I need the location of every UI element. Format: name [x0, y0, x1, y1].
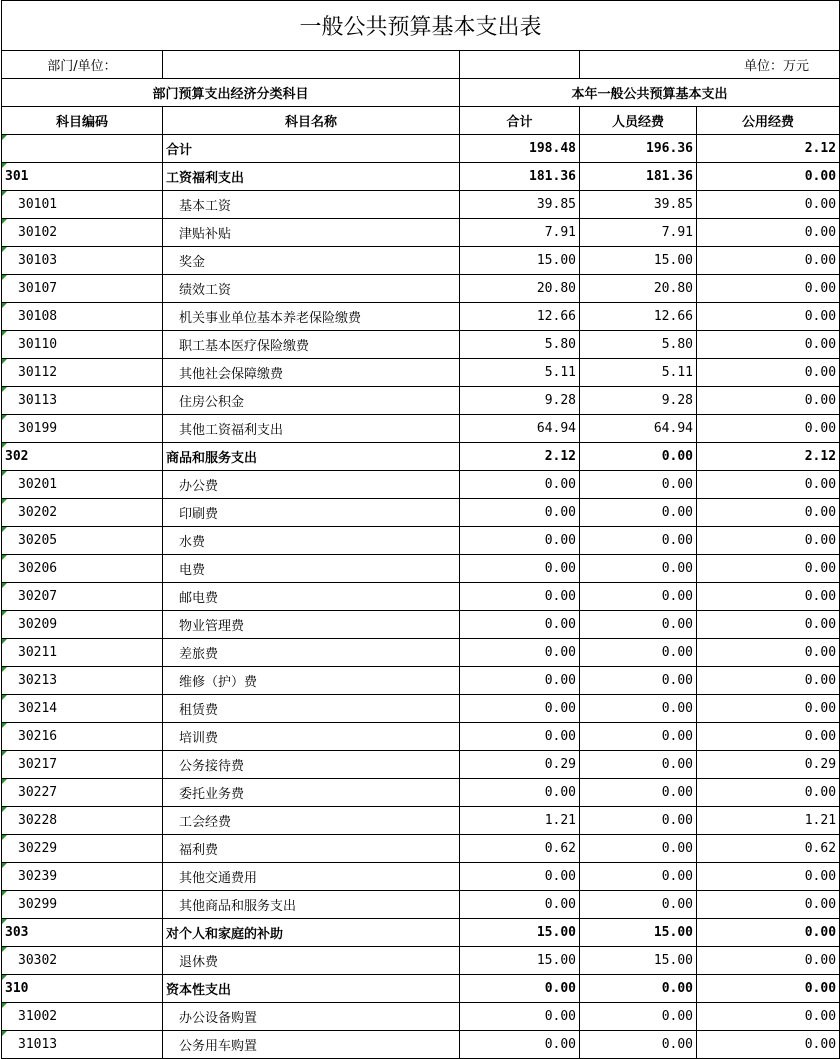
cell-name[interactable]: 退休费 — [163, 947, 460, 975]
cell-personnel[interactable]: 0.00 — [580, 975, 697, 1003]
table-row — [2, 443, 840, 471]
cell-code[interactable] — [2, 135, 163, 163]
cell-personnel[interactable]: 0.00 — [580, 695, 697, 723]
cell-code[interactable]: 30209 — [2, 611, 163, 639]
cell-public[interactable]: 0.00 — [697, 723, 840, 751]
cell-public[interactable]: 0.00 — [697, 611, 840, 639]
cell-code[interactable]: 303 — [2, 919, 163, 947]
cell-personnel[interactable]: 64.94 — [580, 415, 697, 443]
cell-personnel[interactable]: 7.91 — [580, 219, 697, 247]
table-row — [2, 611, 840, 639]
cell-total[interactable]: 0.62 — [460, 835, 580, 863]
cell-name[interactable]: 工会经费 — [163, 807, 460, 835]
cell-code[interactable]: 30107 — [2, 275, 163, 303]
cell-code[interactable]: 30205 — [2, 527, 163, 555]
cell-public[interactable]: 0.29 — [697, 751, 840, 779]
cell-name[interactable]: 绩效工资 — [163, 275, 460, 303]
cell-public[interactable]: 0.00 — [697, 639, 840, 667]
cell-personnel[interactable]: 0.00 — [580, 583, 697, 611]
cell-personnel[interactable]: 9.28 — [580, 387, 697, 415]
cell-public[interactable]: 0.00 — [697, 191, 840, 219]
cell-total[interactable]: 198.48 — [460, 135, 580, 163]
cell-total[interactable]: 5.80 — [460, 331, 580, 359]
cell-total[interactable]: 0.00 — [460, 555, 580, 583]
table-row — [2, 723, 840, 751]
cell-name[interactable]: 邮电费 — [163, 583, 460, 611]
cell-total[interactable]: 20.80 — [460, 275, 580, 303]
cell-total[interactable]: 0.00 — [460, 499, 580, 527]
table-row — [2, 583, 840, 611]
cell-personnel[interactable]: 0.00 — [580, 471, 697, 499]
header-name: 科目名称 — [163, 107, 460, 135]
cell-code[interactable]: 30216 — [2, 723, 163, 751]
cell-total[interactable]: 0.00 — [460, 863, 580, 891]
cell-personnel[interactable]: 0.00 — [580, 555, 697, 583]
cell-public[interactable]: 0.00 — [697, 275, 840, 303]
cell-personnel[interactable]: 0.00 — [580, 863, 697, 891]
cell-code[interactable]: 310 — [2, 975, 163, 1003]
cell-public[interactable]: 0.00 — [697, 219, 840, 247]
title-row — [2, 1, 840, 51]
cell-name[interactable]: 其他交通费用 — [163, 863, 460, 891]
cell-public[interactable]: 0.00 — [697, 583, 840, 611]
cell-total[interactable]: 1.21 — [460, 807, 580, 835]
table-row — [2, 247, 840, 275]
cell-public[interactable]: 0.00 — [697, 471, 840, 499]
cell-public[interactable]: 0.00 — [697, 331, 840, 359]
dept-label: 部门/单位： — [2, 51, 163, 79]
cell-public[interactable]: 0.00 — [697, 163, 840, 191]
cell-name[interactable]: 公务接待费 — [163, 751, 460, 779]
cell-code[interactable]: 30228 — [2, 807, 163, 835]
cell-personnel[interactable]: 15.00 — [580, 919, 697, 947]
table-row — [2, 807, 840, 835]
cell-public[interactable]: 0.00 — [697, 415, 840, 443]
cell-personnel[interactable]: 0.00 — [580, 751, 697, 779]
cell-personnel[interactable]: 0.00 — [580, 639, 697, 667]
cell-name[interactable]: 租赁费 — [163, 695, 460, 723]
cell-name[interactable]: 水费 — [163, 527, 460, 555]
cell-name[interactable]: 对个人和家庭的补助 — [163, 919, 460, 947]
cell-total[interactable]: 0.00 — [460, 611, 580, 639]
table-row — [2, 415, 840, 443]
cell-code[interactable]: 30199 — [2, 415, 163, 443]
table-row — [2, 163, 840, 191]
cell-public[interactable]: 0.00 — [697, 527, 840, 555]
table-row — [2, 471, 840, 499]
cell-code[interactable]: 31013 — [2, 1031, 163, 1059]
header-total: 合计 — [460, 107, 580, 135]
cell-total[interactable]: 0.00 — [460, 1003, 580, 1031]
header-personnel: 人员经费 — [580, 107, 697, 135]
cell-name[interactable]: 维修（护）费 — [163, 667, 460, 695]
table-row — [2, 219, 840, 247]
cell-personnel[interactable]: 0.00 — [580, 611, 697, 639]
cell-name[interactable]: 办公费 — [163, 471, 460, 499]
cell-public[interactable]: 2.12 — [697, 135, 840, 163]
cell-total[interactable]: 15.00 — [460, 919, 580, 947]
cell-public[interactable]: 0.00 — [697, 975, 840, 1003]
cell-name[interactable]: 基本工资 — [163, 191, 460, 219]
cell-public[interactable]: 0.00 — [697, 919, 840, 947]
table-row — [2, 695, 840, 723]
meta-row — [2, 51, 840, 79]
cell-personnel[interactable]: 0.00 — [580, 835, 697, 863]
unit-label: 单位：万元 — [580, 51, 840, 79]
cell-name[interactable]: 印刷费 — [163, 499, 460, 527]
cell-personnel[interactable]: 181.36 — [580, 163, 697, 191]
table-row — [2, 303, 840, 331]
cell-name[interactable]: 津贴补贴 — [163, 219, 460, 247]
cell-personnel[interactable]: 5.11 — [580, 359, 697, 387]
header-group-right: 本年一般公共预算基本支出 — [460, 79, 840, 107]
table-row — [2, 667, 840, 695]
cell-personnel[interactable]: 0.00 — [580, 667, 697, 695]
cell-name[interactable]: 培训费 — [163, 723, 460, 751]
cell-code[interactable]: 30103 — [2, 247, 163, 275]
cell-personnel[interactable]: 0.00 — [580, 443, 697, 471]
cell-code[interactable]: 30302 — [2, 947, 163, 975]
cell-name[interactable]: 其他商品和服务支出 — [163, 891, 460, 919]
table-row — [2, 275, 840, 303]
cell-name[interactable]: 委托业务费 — [163, 779, 460, 807]
cell-personnel[interactable]: 15.00 — [580, 247, 697, 275]
cell-personnel[interactable]: 5.80 — [580, 331, 697, 359]
cell-code[interactable]: 30113 — [2, 387, 163, 415]
cell-code[interactable]: 30217 — [2, 751, 163, 779]
cell-code[interactable]: 30102 — [2, 219, 163, 247]
table-row — [2, 891, 840, 919]
cell-total[interactable]: 0.00 — [460, 975, 580, 1003]
cell-total[interactable]: 5.11 — [460, 359, 580, 387]
cell-name[interactable]: 住房公积金 — [163, 387, 460, 415]
table-row — [2, 1031, 840, 1059]
table-row — [2, 835, 840, 863]
cell-public[interactable]: 0.00 — [697, 303, 840, 331]
cell-code[interactable]: 302 — [2, 443, 163, 471]
table-row — [2, 135, 840, 163]
cell-public[interactable]: 0.00 — [697, 387, 840, 415]
cell-personnel[interactable]: 20.80 — [580, 275, 697, 303]
cell-name[interactable]: 物业管理费 — [163, 611, 460, 639]
cell-total[interactable]: 0.00 — [460, 723, 580, 751]
table-row — [2, 975, 840, 1003]
cell-name[interactable]: 公务用车购置 — [163, 1031, 460, 1059]
budget-table — [1, 0, 840, 1059]
cell-name[interactable]: 工资福利支出 — [163, 163, 460, 191]
cell-total[interactable]: 12.66 — [460, 303, 580, 331]
cell-public[interactable]: 0.00 — [697, 499, 840, 527]
cell-total[interactable]: 9.28 — [460, 387, 580, 415]
cell-total[interactable]: 2.12 — [460, 443, 580, 471]
cell-public[interactable]: 0.00 — [697, 695, 840, 723]
cell-code[interactable]: 30206 — [2, 555, 163, 583]
cell-public[interactable]: 0.00 — [697, 891, 840, 919]
cell-public[interactable]: 0.00 — [697, 555, 840, 583]
cell-personnel[interactable]: 0.00 — [580, 779, 697, 807]
cell-name[interactable]: 商品和服务支出 — [163, 443, 460, 471]
cell-total[interactable]: 0.00 — [460, 779, 580, 807]
header-public: 公用经费 — [697, 107, 840, 135]
group-header-row — [2, 79, 840, 107]
table-row — [2, 555, 840, 583]
cell-total[interactable]: 0.00 — [460, 471, 580, 499]
cell-code[interactable]: 30227 — [2, 779, 163, 807]
cell-personnel[interactable]: 0.00 — [580, 723, 697, 751]
cell-public[interactable]: 0.00 — [697, 359, 840, 387]
table-row — [2, 919, 840, 947]
dept-value-cell[interactable] — [163, 51, 460, 79]
cell-total[interactable]: 0.00 — [460, 639, 580, 667]
cell-code[interactable]: 30207 — [2, 583, 163, 611]
cell-code[interactable]: 30101 — [2, 191, 163, 219]
cell-name[interactable]: 合计 — [163, 135, 460, 163]
cell-public[interactable]: 0.62 — [697, 835, 840, 863]
cell-personnel[interactable]: 0.00 — [580, 1003, 697, 1031]
cell-code[interactable]: 30108 — [2, 303, 163, 331]
cell-personnel[interactable]: 0.00 — [580, 527, 697, 555]
cell-name[interactable]: 职工基本医疗保险缴费 — [163, 331, 460, 359]
cell-name[interactable]: 资本性支出 — [163, 975, 460, 1003]
cell-total[interactable]: 181.36 — [460, 163, 580, 191]
cell-total[interactable]: 0.00 — [460, 891, 580, 919]
cell-name[interactable]: 奖金 — [163, 247, 460, 275]
cell-name[interactable]: 其他社会保障缴费 — [163, 359, 460, 387]
table-row — [2, 1003, 840, 1031]
cell-name[interactable]: 差旅费 — [163, 639, 460, 667]
cell-total[interactable]: 39.85 — [460, 191, 580, 219]
cell-code[interactable]: 30229 — [2, 835, 163, 863]
cell-name[interactable]: 其他工资福利支出 — [163, 415, 460, 443]
column-header-row — [2, 107, 840, 135]
cell-public[interactable]: 1.21 — [697, 807, 840, 835]
cell-total[interactable]: 15.00 — [460, 247, 580, 275]
cell-name[interactable]: 福利费 — [163, 835, 460, 863]
table-row — [2, 863, 840, 891]
cell-name[interactable]: 办公设备购置 — [163, 1003, 460, 1031]
cell-code[interactable]: 30202 — [2, 499, 163, 527]
cell-personnel[interactable]: 0.00 — [580, 499, 697, 527]
table-row — [2, 387, 840, 415]
cell-code[interactable]: 30110 — [2, 331, 163, 359]
table-row — [2, 947, 840, 975]
cell-total[interactable]: 15.00 — [460, 947, 580, 975]
cell-total[interactable]: 0.00 — [460, 583, 580, 611]
cell-code[interactable]: 30239 — [2, 863, 163, 891]
header-group-left: 部门预算支出经济分类科目 — [2, 79, 460, 107]
table-row — [2, 779, 840, 807]
table-row — [2, 359, 840, 387]
cell-total[interactable]: 0.00 — [460, 667, 580, 695]
table-row — [2, 639, 840, 667]
cell-total[interactable]: 0.00 — [460, 527, 580, 555]
table-row — [2, 499, 840, 527]
cell-code[interactable]: 30299 — [2, 891, 163, 919]
table-row — [2, 751, 840, 779]
table-row — [2, 191, 840, 219]
cell-code[interactable]: 30213 — [2, 667, 163, 695]
cell-name[interactable]: 机关事业单位基本养老保险缴费 — [163, 303, 460, 331]
table-row — [2, 331, 840, 359]
cell-personnel[interactable]: 0.00 — [580, 807, 697, 835]
cell-total[interactable]: 0.00 — [460, 1031, 580, 1059]
table-title: 一般公共预算基本支出表 — [2, 1, 840, 51]
cell-code[interactable]: 30201 — [2, 471, 163, 499]
cell-public[interactable]: 0.00 — [697, 863, 840, 891]
cell-total[interactable]: 7.91 — [460, 219, 580, 247]
cell-name[interactable]: 电费 — [163, 555, 460, 583]
cell-total[interactable]: 0.00 — [460, 695, 580, 723]
cell-public[interactable]: 0.00 — [697, 779, 840, 807]
cell-total[interactable]: 0.29 — [460, 751, 580, 779]
cell-code[interactable]: 301 — [2, 163, 163, 191]
cell-personnel[interactable]: 15.00 — [580, 947, 697, 975]
header-code: 科目编码 — [2, 107, 163, 135]
cell-personnel[interactable]: 12.66 — [580, 303, 697, 331]
cell-code[interactable]: 30211 — [2, 639, 163, 667]
cell-personnel[interactable]: 0.00 — [580, 1031, 697, 1059]
table-row — [2, 527, 840, 555]
cell-code[interactable]: 30214 — [2, 695, 163, 723]
cell-public[interactable]: 0.00 — [697, 667, 840, 695]
cell-total[interactable]: 64.94 — [460, 415, 580, 443]
cell-personnel[interactable]: 39.85 — [580, 191, 697, 219]
cell-public[interactable]: 0.00 — [697, 1003, 840, 1031]
cell-public[interactable]: 0.00 — [697, 947, 840, 975]
cell-code[interactable]: 31002 — [2, 1003, 163, 1031]
cell-personnel[interactable]: 0.00 — [580, 891, 697, 919]
cell-public[interactable]: 0.00 — [697, 247, 840, 275]
cell-public[interactable]: 2.12 — [697, 443, 840, 471]
cell-personnel[interactable]: 196.36 — [580, 135, 697, 163]
cell-public[interactable]: 0.00 — [697, 1031, 840, 1059]
cell-code[interactable]: 30112 — [2, 359, 163, 387]
blank-cell — [460, 51, 580, 79]
